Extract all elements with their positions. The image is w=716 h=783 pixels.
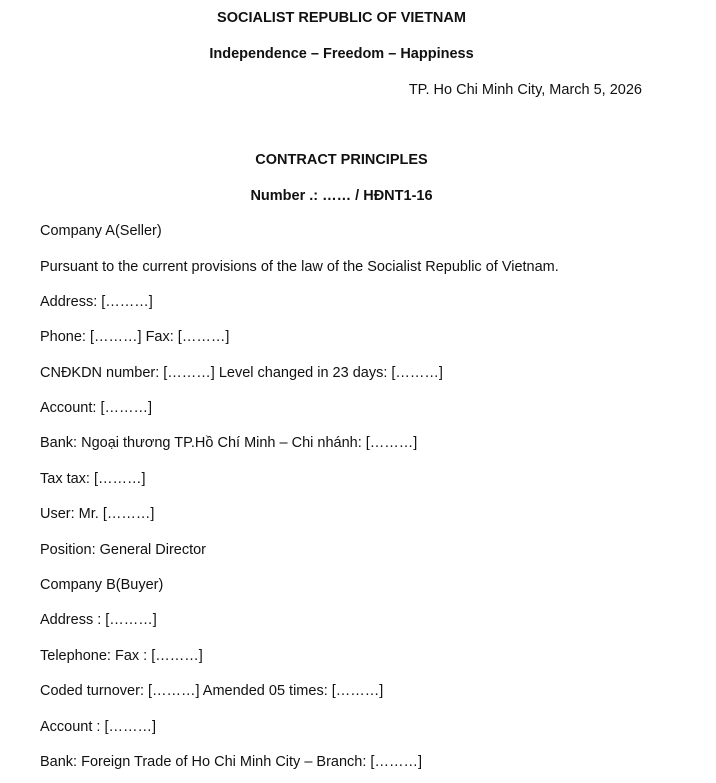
contract-title: CONTRACT PRINCIPLES (255, 152, 428, 168)
party-a-registration: CNĐKDN number: [………] Level changed in 23 days: [………] (40, 365, 443, 381)
party-b-address: Address : [………] (40, 612, 157, 628)
party-b-heading: Company B(Buyer) (40, 577, 164, 593)
party-b-bank: Bank: Foreign Trade of Ho Chi Minh City – Branch: [………] (40, 754, 422, 770)
legal-basis-line: Pursuant to the current provisions of the law of the Socialist Republic of Vietnam. (40, 259, 559, 275)
party-a-address: Address: [………] (40, 294, 153, 310)
party-a-bank: Bank: Ngoại thương TP.Hồ Chí Minh – Chi nhánh: [………] (40, 435, 418, 451)
party-b-account: Account : [………] (40, 719, 157, 735)
party-b-phone-fax: Telephone: Fax : [………] (40, 648, 203, 664)
motto-heading: Independence – Freedom – Happiness (209, 46, 474, 62)
place-date: TP. Ho Chi Minh City, March 5, 2026 (408, 82, 642, 98)
party-a-account: Account: [………] (40, 400, 153, 416)
party-a-heading: Company A(Seller) (40, 223, 162, 239)
party-b-registration: Coded turnover: [………] Amended 05 times: [………] (40, 683, 384, 699)
party-a-phone-fax: Phone: [………] Fax: [………] (40, 329, 230, 345)
party-a-tax: Tax tax: [………] (40, 471, 146, 487)
country-heading: SOCIALIST REPUBLIC OF VIETNAM (217, 10, 466, 26)
party-a-representative: User: Mr. [………] (40, 506, 155, 522)
contract-number: Number .: …… / HĐNT1-16 (250, 188, 433, 204)
party-a-position: Position: General Director (40, 542, 207, 558)
